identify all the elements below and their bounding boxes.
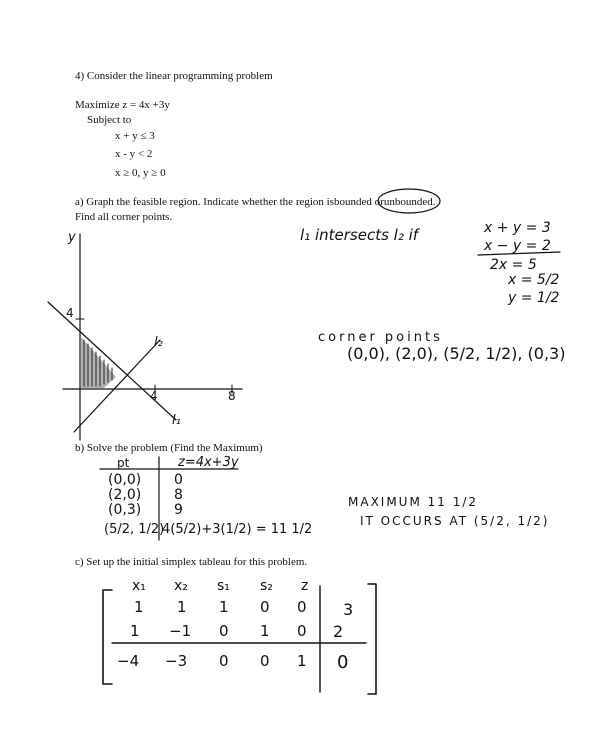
tableau-cell: 1: [130, 622, 140, 640]
constraint-2: x - y < 2: [115, 148, 153, 160]
tableau-cell: 0: [260, 598, 270, 616]
eq-3: 2x = 5: [490, 257, 537, 273]
problem-heading: 4) Consider the linear programming problem: [75, 70, 273, 82]
graph-y-axis-label: y: [68, 230, 76, 245]
table-row-z-3: 9: [174, 502, 183, 518]
tableau-cell: 1: [134, 598, 144, 616]
graph-line-l1: [48, 302, 176, 420]
graph-y-tick-4: 4: [66, 306, 74, 320]
part-b-heading: b) Solve the problem (Find the Maximum): [75, 442, 263, 454]
table-row-z-1: 0: [174, 472, 183, 488]
corner-points-label: corner points: [318, 330, 443, 345]
constraint-1: x + y ≤ 3: [115, 130, 155, 142]
tableau-cell: 1: [177, 598, 187, 616]
eq-4: x = 5/2: [508, 272, 560, 288]
tableau-header-x2: x₂: [174, 578, 188, 594]
line-l1-label: l₁: [172, 413, 181, 428]
tableau-cell: 0: [297, 622, 307, 640]
eq-5: y = 1/2: [508, 290, 560, 306]
tableau-header-s1: s₁: [217, 578, 230, 594]
graph-x-tick-8: 8: [228, 389, 236, 403]
table-row-pt-1: (0,0): [108, 472, 142, 488]
table-row-pt-4: (5/2, 1/2): [104, 522, 165, 537]
tableau-right-bracket: [368, 584, 376, 694]
eq-2: x − y = 2: [484, 238, 551, 254]
tableau-header-s2: s₂: [260, 578, 273, 594]
maximum-location: IT OCCURS AT (5/2, 1/2): [360, 514, 550, 528]
tableau-cell: 1: [219, 598, 229, 616]
graph-x-tick-4: 4: [150, 389, 158, 403]
tableau-cell: 0: [219, 652, 229, 670]
tableau-header-z: z: [301, 578, 309, 594]
corner-points-list: (0,0), (2,0), (5/2, 1/2), (0,3): [347, 344, 566, 363]
tableau-rhs: 3: [343, 600, 354, 619]
table-header-z: z=4x+3y: [178, 455, 239, 470]
bounded-word: bounded: [334, 196, 372, 208]
bounded-circle: [378, 189, 440, 213]
tableau-cell: −3: [165, 652, 188, 670]
feasible-region: [81, 337, 116, 388]
part-c-heading: c) Set up the initial simplex tableau for this problem.: [75, 556, 308, 568]
or-word: or: [374, 196, 384, 208]
eq-1: x + y = 3: [484, 220, 551, 236]
intersect-phrase: l₁ intersects l₂ if: [300, 226, 419, 244]
table-row-pt-2: (2,0): [108, 487, 142, 503]
objective-function: Maximize z = 4x +3y: [75, 99, 170, 111]
tableau-cell: −4: [117, 652, 140, 670]
subject-to-label: Subject to: [87, 114, 132, 126]
table-header-pt: pt: [117, 456, 130, 470]
tableau-cell: 0: [219, 622, 229, 640]
tableau-header-x1: x₁: [132, 578, 146, 594]
maximum-value: MAXIMUM 11 1/2: [348, 495, 479, 509]
tableau-cell: 1: [297, 652, 307, 670]
tableau-rhs: 2: [333, 622, 344, 641]
unbounded-word: unbounded.: [383, 196, 436, 208]
part-a-text-before: a) Graph the feasible region. Indicate whether the region is: [75, 196, 335, 208]
line-l2-label: l₂: [154, 335, 163, 350]
table-row-z-2: 8: [174, 487, 183, 503]
table-row-z-4: 4(5/2)+3(1/2) = 11 1/2: [162, 522, 313, 537]
tableau-left-bracket: [103, 590, 112, 684]
tableau-rhs: 0: [337, 652, 349, 673]
tableau-cell: 1: [260, 622, 270, 640]
table-row-pt-3: (0,3): [108, 502, 142, 518]
part-a-line2: Find all corner points.: [75, 211, 173, 223]
tableau-cell: 0: [260, 652, 270, 670]
tableau-cell: 0: [297, 598, 307, 616]
constraint-3: x ≥ 0, y ≥ 0: [115, 167, 166, 179]
tableau-cell: −1: [169, 622, 192, 640]
